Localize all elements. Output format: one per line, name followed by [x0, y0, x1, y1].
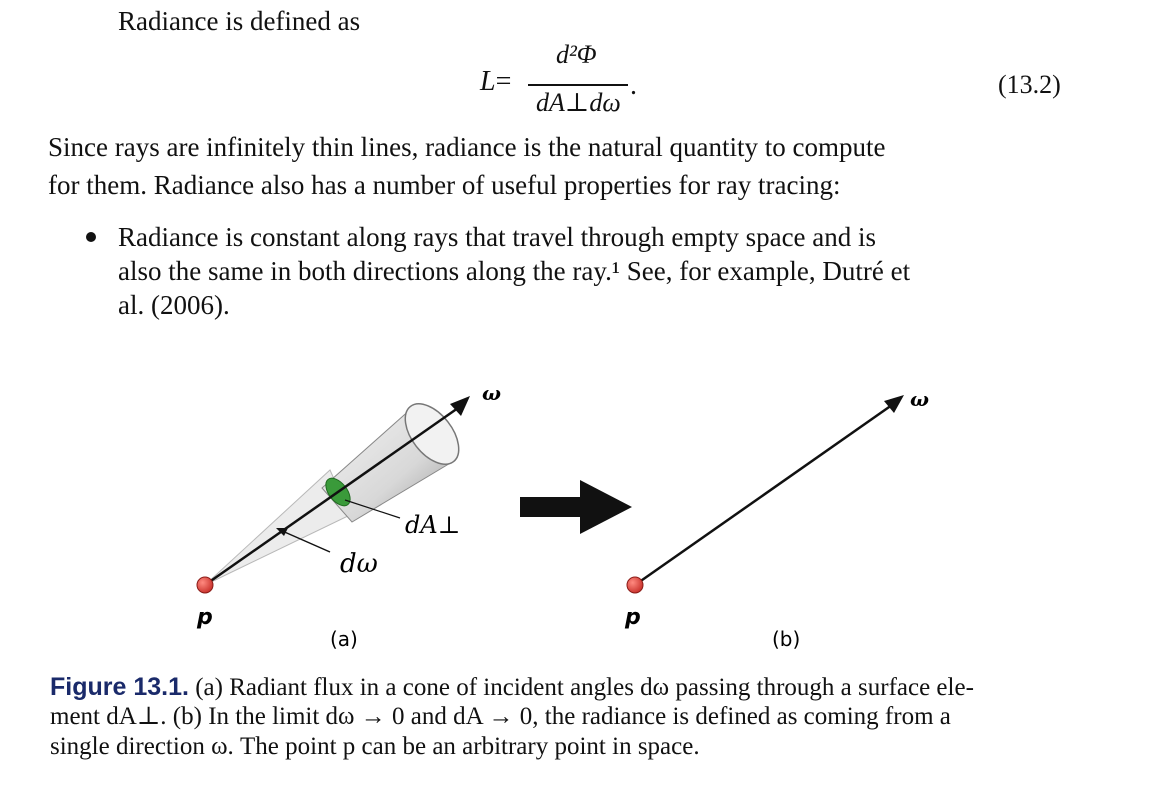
point-p-b — [627, 577, 643, 593]
ray-line-b — [635, 405, 892, 585]
transition-arrow-icon — [520, 480, 632, 534]
subfigure-label-b: (b) — [772, 627, 801, 651]
caption-text-1: (a) Radiant flux in a cone of incident angles dω passing through a surface ele- — [195, 674, 974, 701]
paragraph-line-1: Since rays are infinitely thin lines, radiance is the natural quantity to compute — [48, 132, 886, 162]
subfigure-label-a: (a) — [330, 627, 358, 651]
equation-period: . — [630, 70, 637, 101]
omega-label-b: ω — [910, 387, 930, 411]
caption-line-3: single direction ω. The point p can be an arbitrary point in space. — [50, 733, 700, 760]
p-label-a: p — [197, 605, 213, 630]
equation-number: (13.2) — [998, 70, 1061, 99]
ray-arrowhead-b — [884, 395, 904, 413]
caption-line-1 — [50, 672, 974, 703]
dA-label: dA⊥ — [405, 511, 461, 539]
equation-denominator: dA⊥dω — [536, 88, 621, 117]
omega-label-a: ω — [482, 381, 502, 405]
ray-line-a — [205, 408, 461, 585]
caption-line-2: ment dA⊥. (b) In the limit dω → 0 and dA → 0, the radiance is defined as coming from a — [50, 703, 951, 730]
bullet-line-2: also the same in both directions along the ray.¹ See, for example, Dutré et — [118, 256, 911, 286]
p-label-b: p — [625, 605, 641, 630]
domega-label: dω — [340, 549, 378, 579]
intro-text: Radiance is defined as — [118, 6, 361, 36]
bullet-line-1: Radiance is constant along rays that travel through empty space and is — [118, 222, 877, 252]
bullet-line-3: al. (2006). — [118, 290, 230, 320]
equation-lhs: L= — [480, 66, 512, 97]
point-p-a — [197, 577, 213, 593]
paragraph-line-2: for them. Radiance also has a number of useful properties for ray tracing: — [48, 170, 841, 200]
caption-label: Figure 13.1. — [50, 673, 189, 701]
equation-numerator: d²Φ — [556, 40, 597, 69]
